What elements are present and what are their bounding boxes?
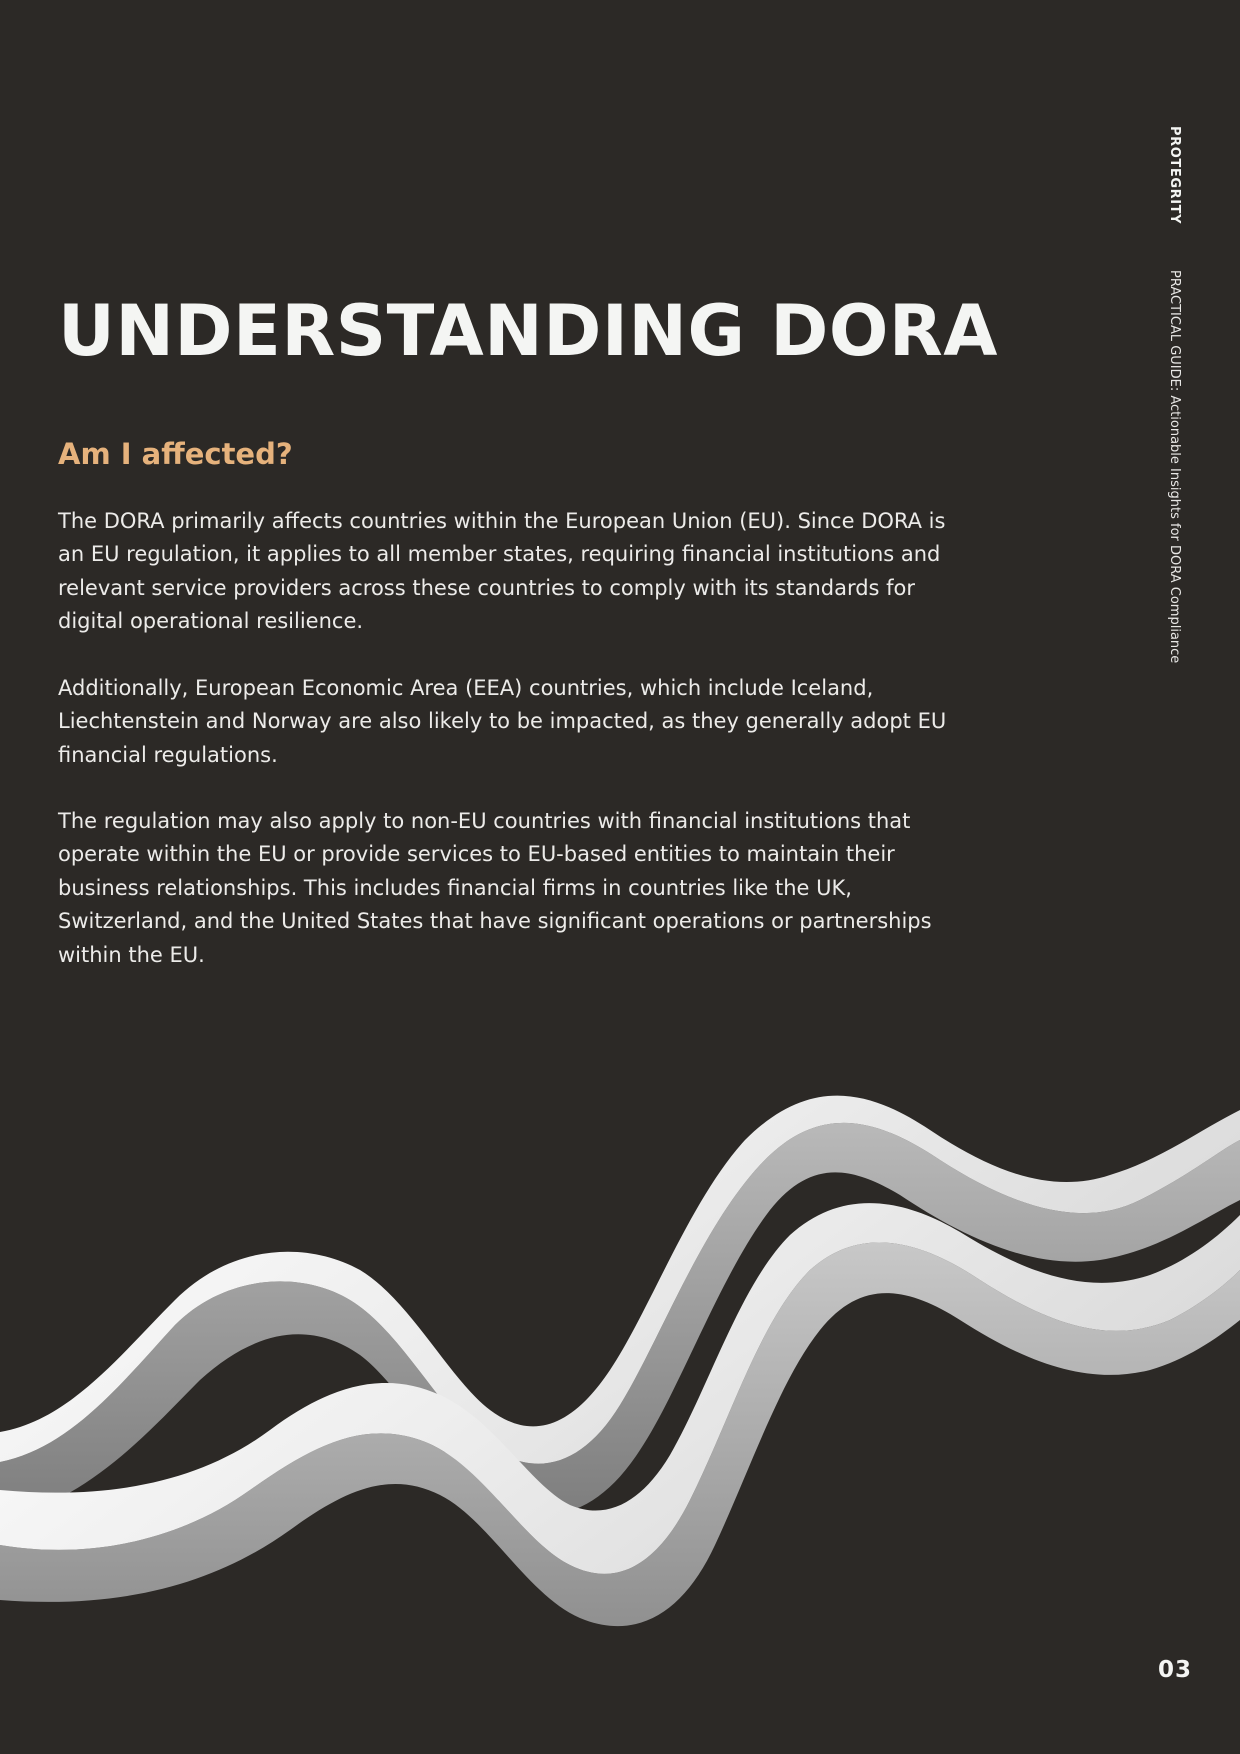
body-paragraph-3: The regulation may also apply to non-EU countries with financial institutions that operate within the EU or provide services to EU-based entities to maintain their business relationships. This includes financial firms in countries like the UK, Switzerland, and the United States that have significant operations or partnerships within the EU. [58,809,932,967]
body-paragraph-1: The DORA primarily affects countries within the European Union (EU). Since DORA is an EU regulation, it applies to all member states, requiring financial institutions and relevant service providers across these countries to comply with its standards for digital operational resilience. [58,509,946,634]
page-number: 03 [1158,1657,1193,1683]
body-paragraph-2: Additionally, European Economic Area (EEA) countries, which include Iceland, Liechtenstein and Norway are also likely to be impacted, as they generally adopt EU financial regulations. [58,676,947,767]
guide-title-vertical: PRACTICAL GUIDE: Actionable Insights for DORA Compliance [1167,270,1182,664]
section-subtitle: Am I affected? [58,437,293,471]
brand-logo-text: PROTEGRITY [1167,126,1182,225]
page-title: UNDERSTANDING DORA [58,290,998,372]
wavy-ribbons-graphic [0,980,1240,1700]
